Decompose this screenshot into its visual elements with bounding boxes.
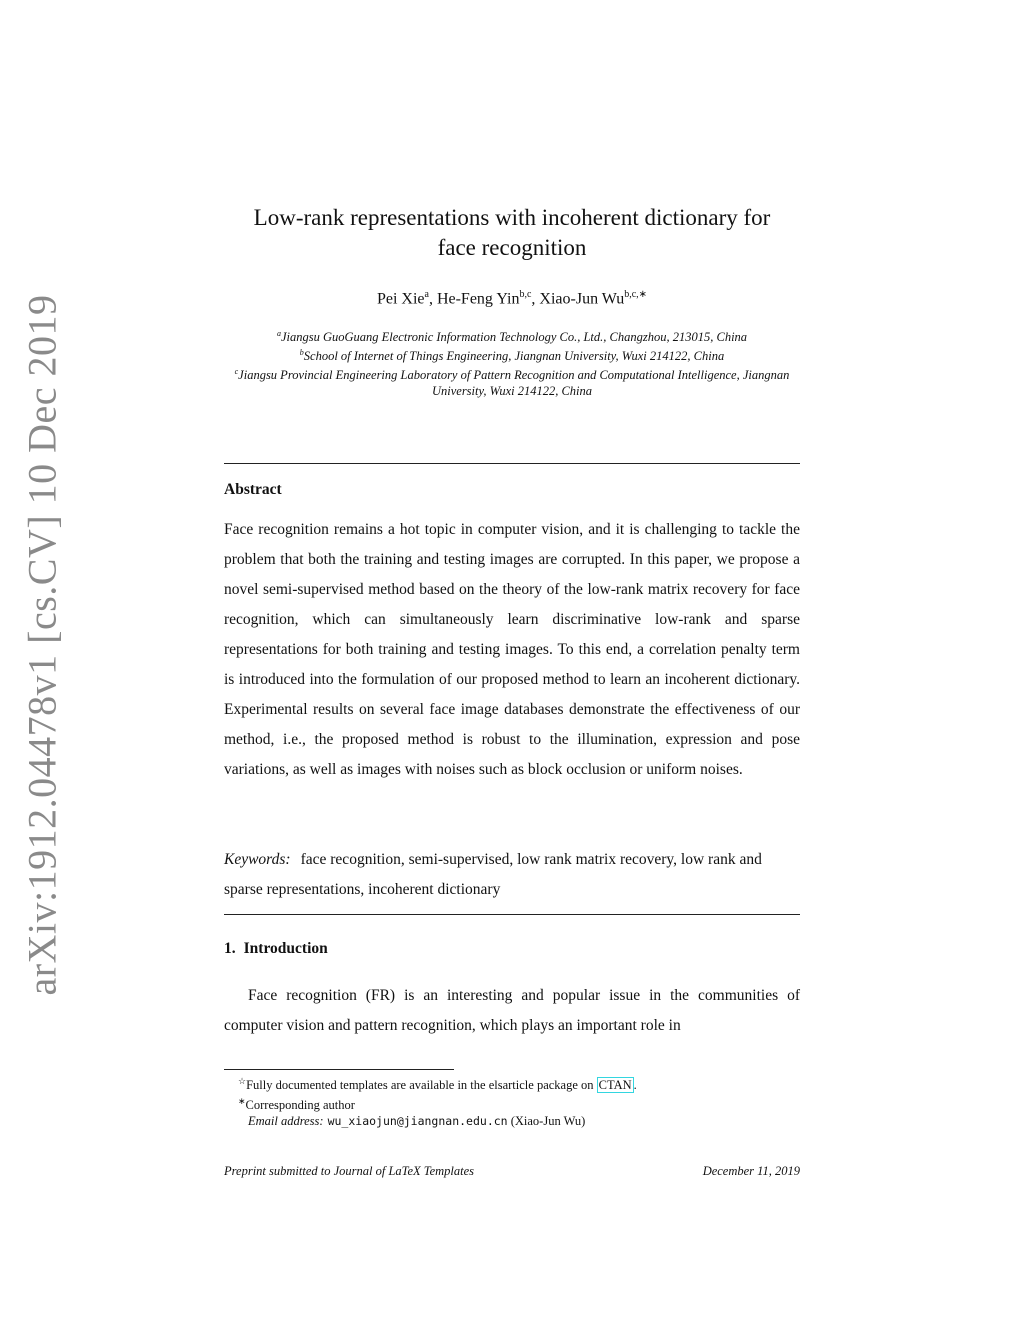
affiliations (224, 326, 800, 399)
title-line-1: Low-rank representations with incoherent dictionary for (253, 205, 771, 230)
intro-paragraph: Face recognition (FR) is an interesting and popular issue in the communities of computer vision and pattern recognition, which plays an important role in (224, 987, 800, 1034)
affiliation-a (224, 326, 800, 345)
author-affil-mark: b,c (519, 289, 532, 300)
author-affil-mark: b,c,∗ (624, 289, 648, 300)
star-mark: ☆ (238, 1076, 247, 1086)
section-heading (224, 940, 328, 958)
keywords-text: face recognition, semi-supervised, low rank matrix recovery, low rank and sparse representations, incoherent dictionary (224, 851, 762, 898)
ctan-link[interactable]: CTAN (598, 1078, 632, 1093)
affil-mark: c (234, 367, 239, 377)
abstract-heading: Abstract (224, 481, 282, 498)
affiliation-b (224, 345, 800, 364)
footer-date: December 11, 2019 (702, 1164, 800, 1178)
author-list: Pei Xie$^a$, He-Feng Yin$^{b,c}$, Xiao-Jun $Wu^{b,c,∗}$ (376, 289, 648, 308)
email-owner: (Xiao-Jun Wu) (510, 1114, 586, 1129)
email-address[interactable]: wu_xiaojun@jiangnan.edu.cn (327, 1114, 508, 1129)
section-title: Introduction (243, 940, 328, 957)
keywords (224, 845, 784, 905)
affiliation-c (224, 364, 800, 399)
affil-text: Jiangsu Provincial Engineering Laboratory of Pattern Recognition and Computational Intelligence, Jiangnan University, Wuxi 214122, China (238, 368, 790, 399)
paper-title (224, 203, 800, 263)
footnote-rule (224, 1069, 454, 1070)
title-line-2: face recognition (437, 235, 587, 260)
footer-journal: Preprint submitted to Journal of LaTeX Templates (224, 1164, 475, 1178)
footnote-text: Fully documented templates are available in the elsarticle package on (246, 1078, 594, 1093)
page-footer (224, 1164, 800, 1179)
author-affil-mark: a (424, 289, 429, 300)
author-name: He-Feng Yin (436, 290, 520, 308)
footnote-corresponding (238, 1093, 798, 1113)
arxiv-identifier[interactable]: arXiv:1912.04478v1 [cs.CV] 10 Dec 2019 (19, 294, 65, 996)
footnote-templates (238, 1073, 798, 1093)
abstract-top-rule (224, 463, 800, 464)
abstract-text: Face recognition remains a hot topic in computer vision, and it is challenging to tackle the problem that both the training and testing images are corrupted. In this paper, we propose a novel semi-supervised method based on the theory of the low-rank matrix recovery for face recognition, which can simultaneously learn discriminative low-rank and sparse representations for both training and testing images. To this end, a correlation penalty term is introduced into the formulation of our proposed method to learn an incoherent dictionary. Experimental results on several face image databases demonstrate the effectiveness of our method, i.e., the proposed method is robust to the illumination, expression and pose variations, as well as images with noises such as block occlusion or uniform noises. (224, 521, 800, 778)
footnote-text: Corresponding author (245, 1098, 355, 1113)
abstract-bottom-rule (224, 914, 800, 915)
section-number: 1. (224, 940, 236, 957)
asterisk-mark: ∗ (238, 1096, 246, 1107)
author-name: Pei Xie (376, 290, 425, 308)
author-name: Xiao-Jun Wu (539, 290, 625, 308)
affil-text: School of Internet of Things Engineering, Jiangnan University, Wuxi 214122, China (303, 349, 725, 364)
affil-text: Jiangsu GuoGuang Electronic Information Technology Co., Ltd., Changzhou, 213015, China (280, 330, 748, 345)
footnote-email (238, 1113, 798, 1129)
email-label: Email address: (248, 1114, 324, 1129)
affil-mark: a (276, 329, 281, 338)
affil-mark: b (299, 348, 304, 358)
footnotes (238, 1073, 798, 1129)
keywords-label: Keywords: (224, 851, 291, 868)
footnote-period: . (633, 1078, 637, 1093)
